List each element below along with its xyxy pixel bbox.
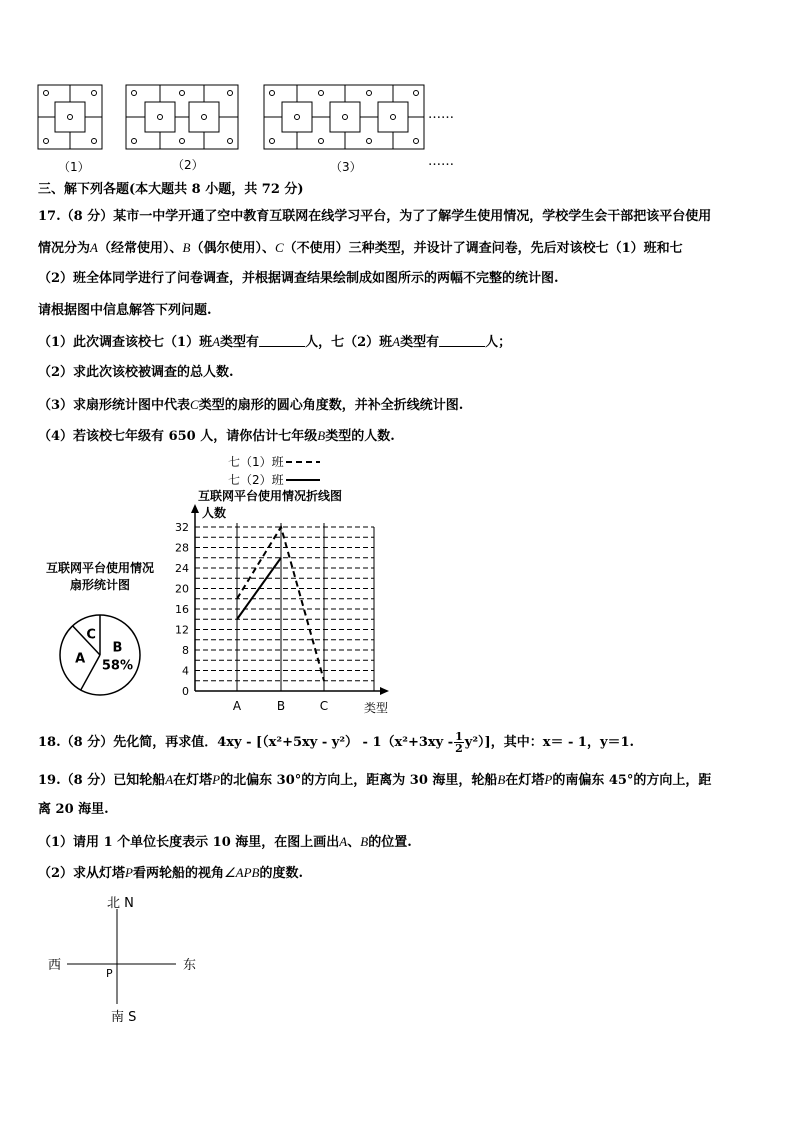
pie-label-B: B: [112, 640, 123, 656]
compass-diagram: [40, 893, 220, 1028]
pattern-ellipsis-bottom: ……: [428, 154, 454, 169]
y-tick-12: 12: [175, 623, 189, 637]
q17-prompt: 请根据图中信息解答下列问题.: [38, 303, 212, 318]
y-tick-32: 32: [175, 521, 189, 534]
y-tick-8: 8: [182, 644, 189, 657]
label-east: 东: [183, 958, 197, 973]
q17-sub-1: （1）此次调查该校七（1）班A类型有 人，七（2）班A类型有 人；: [38, 334, 512, 350]
q17-line-2: 情况分为A（经常使用）、B（偶尔使用）、C（不使用）三种类型，并设计了调查问卷，先后对该校七（1）班和七: [38, 240, 683, 256]
pie-value-B: 58%: [101, 658, 133, 674]
x-axis-arrow: [380, 687, 389, 695]
pattern-ellipsis-top: ……: [428, 107, 454, 122]
legend-label-class2: 七（2）班: [228, 473, 284, 487]
pie-chart: [55, 605, 155, 705]
pattern-label-2: （2）: [172, 158, 204, 172]
q17-sub-2: （2）求此次该校被调查的总人数.: [38, 365, 234, 380]
line-chart-title: 互联网平台使用情况折线图: [198, 489, 343, 503]
pattern-label-1: （1）: [58, 160, 90, 174]
q19-line-2: 离 20 海里.: [38, 802, 109, 817]
q18-expression-b: y²）]，其中：x＝ - 1，y＝1.: [464, 735, 635, 750]
pattern-figures: [30, 82, 470, 154]
label-north: 北 N: [107, 896, 134, 911]
y-axis-label: 人数: [202, 506, 227, 520]
q19-sub-1: （1）请用 1 个单位长度表示 10 海里，在图上画出A、B的位置.: [38, 834, 412, 850]
pattern-figure-3: [264, 85, 424, 149]
q17-sub-4: （4）若该校七年级有 650 人，请你估计七年级B类型的人数.: [38, 428, 395, 444]
y-tick-4: 4: [182, 664, 189, 678]
y-axis-arrow: [191, 504, 199, 513]
x-tick-A: A: [232, 699, 242, 713]
pattern-label-3: （3）: [330, 160, 362, 174]
fraction-one-half: $\frac{1}{2}$: [455, 730, 463, 755]
y-tick-0: 0: [182, 685, 189, 698]
q17-line-1: 17.（8 分）某市一中学开通了空中教育互联网在线学习平台，为了了解学生使用情况，学校学生会干部把该平台使用: [38, 209, 712, 224]
q17-line-3: （2）班全体同学进行了问卷调查，并根据调查结果绘制成如图所示的两幅不完整的统计图.: [38, 271, 559, 286]
q17-sub-3: （3）求扇形统计图中代表C类型的扇形的圆心角度数，并补全折线统计图.: [38, 397, 464, 413]
y-tick-28: 28: [175, 541, 189, 555]
y-tick-20: 20: [175, 582, 189, 596]
x-tick-C: C: [319, 699, 329, 713]
pattern-figure-1: [38, 85, 102, 149]
q19-sub-2: （2）求从灯塔P看两轮船的视角∠APB的度数.: [38, 865, 304, 881]
q18-line: 18.（8 分）先化简，再求值．4xy - [（x²+5xy - y²） - 1（x²+3xy - $\frac{1}{2}$ y²）]，其中：x＝ - 1，y＝1.: [38, 730, 635, 755]
label-p: P: [106, 967, 113, 980]
answer-blank-2: [439, 334, 485, 347]
y-tick-16: 16: [175, 603, 189, 616]
section-title: 三、解下列各题(本大题共 8 小题，共 72 分): [38, 182, 304, 197]
label-west: 西: [48, 958, 62, 973]
pie-chart-title: 互联网平台使用情况 扇形统计图: [45, 561, 154, 592]
x-tick-B: B: [276, 699, 286, 713]
pattern-figure-2: [126, 85, 238, 149]
y-tick-24: 24: [175, 562, 189, 575]
legend-label-class1: 七（1）班: [228, 455, 284, 469]
q19-line-1: 19.（8 分）已知轮船A在灯塔P的北偏东 30°的方向上，距离为 30 海里，轮船B在灯塔P的南偏东 45°的方向上，距: [38, 772, 712, 788]
pie-label-A: A: [75, 651, 86, 667]
line-chart: [170, 450, 410, 720]
label-south: 南 S: [111, 1010, 137, 1025]
answer-blank-1: [259, 334, 305, 347]
pie-label-C: C: [86, 627, 96, 643]
x-axis-label: 类型: [364, 701, 389, 715]
q18-expression-a: 4xy - [（x²+5xy - y²） - 1（x²+3xy -: [217, 735, 454, 750]
